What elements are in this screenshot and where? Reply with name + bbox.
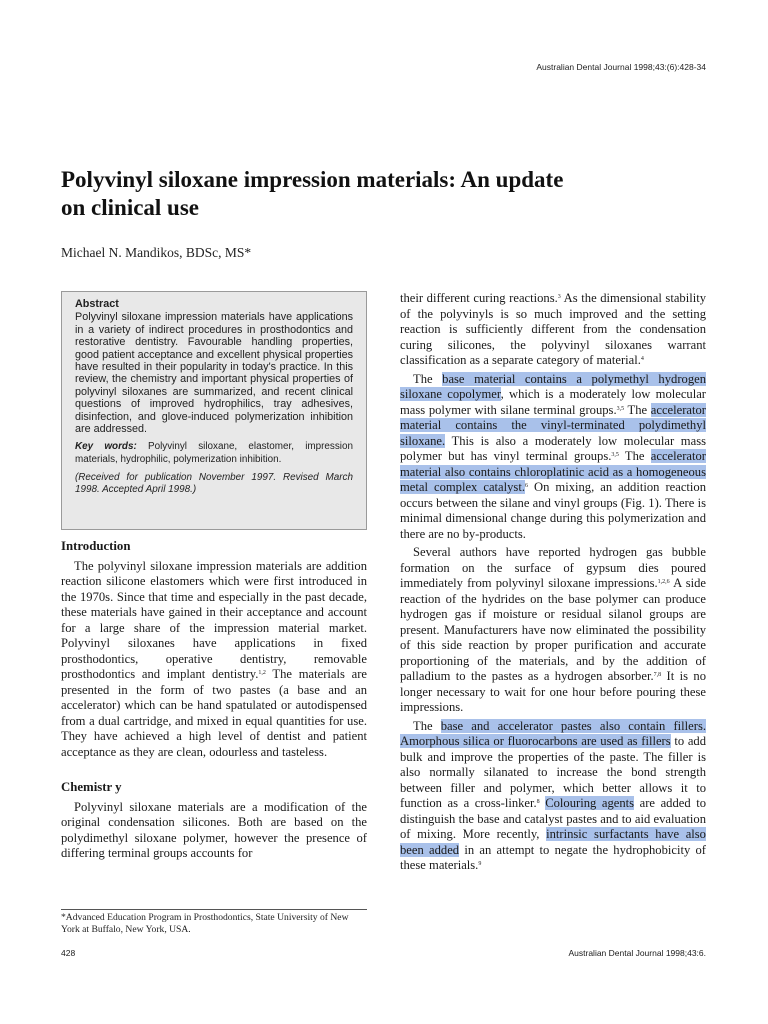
text-run: The (624, 402, 651, 417)
citation: 3,5 (611, 452, 619, 458)
text-run: The materials are presented in the form of two pastes (a base and an accelerator) which can be hand spatulated or autodispensed from a dual cartridge, and mixed in equal quantities for use. They have achieved a high level of dentist and patient acceptance as they are clean, odourless and tasteless. (61, 667, 367, 759)
article-title (61, 166, 661, 222)
text-run: in an attempt to negate the hydrophobicity of these materials. (400, 842, 706, 872)
paragraph-continued (400, 291, 706, 369)
left-column (61, 539, 367, 862)
footnote-divider (61, 909, 367, 910)
highlighted-text: accelerator material contains the vinyl-terminated polydimethyl siloxane. (400, 402, 706, 448)
highlighted-text: base and accelerator pastes also contain fillers. Amorphous silica or fluorocarbons are used as fillers (400, 718, 707, 748)
text-run: , which is a moderately low molecular mass polymer with silane terminal groups. (400, 387, 706, 417)
text-run: their different curing reactions. (400, 291, 558, 305)
abstract-box (61, 291, 367, 530)
text-run: The (413, 718, 441, 733)
author-line: Michael N. Mandikos, BDSc, MS* (61, 245, 252, 260)
text-run: A side reaction of the hydrides on the base polymer can produce hydrogen gas if moisture or residual silanol groups are present. Manufacturers have now eliminated the possibility of this side reaction by proper purification and accurate proportioning of the materials, and by the addition of palladium to the pastes as a hydrogen absorber. (400, 576, 706, 683)
citation: 1,2 (258, 670, 266, 676)
highlighted-text: intrinsic surfactants have also been added (400, 827, 706, 857)
text-run: The (618, 449, 651, 463)
citation: 3,5 (616, 405, 625, 412)
right-column (400, 291, 706, 874)
highlighted-text: base material contains a polymethyl hydrogen siloxane copolymer (400, 371, 706, 401)
text-run: This is also a moderately low molecular mass polymer but has vinyl terminal groups. (400, 433, 706, 463)
paragraph-base-accelerator (400, 372, 706, 543)
citation: 1,2,6 (657, 579, 670, 585)
introduction-heading: Introduction (61, 539, 131, 553)
keywords-text: Polyvinyl siloxane, elastomer, impression materials, hydrophilic, polymerization inhibition. (75, 441, 353, 466)
text-run: to add bulk and improve the properties of the paste. The filler is also normally silanated to increase the bond strength between filler and polymer, which better allows it to function as a cross-linker. (400, 734, 707, 810)
highlighted-text: accelerator material also contains chloroplatinic acid as a homogeneous metal complex catalyst. (400, 449, 706, 494)
chemistry-heading: Chemistr y (61, 780, 122, 794)
paragraph-hydrogen-gas (400, 545, 706, 716)
citation: 3 (557, 294, 561, 300)
footer-journal: Australian Dental Journal 1998;43:6. (568, 948, 706, 958)
text-run: On mixing, an addition reaction occurs between the silane and vinyl groups (Fig. 1). There is minimal dimensional change during this polymerization and there are no by-products. (400, 480, 706, 541)
text-run: Several authors have reported hydrogen gas bubble formation on the surface of gypsum dies poured immediately from polyvinyl siloxane impressions. (400, 545, 706, 590)
citation: 9 (478, 861, 482, 867)
intro-paragraph (61, 559, 367, 761)
citation: 7,8 (653, 672, 662, 678)
text-run: It is no longer necessary to wait for one hour before pouring these impressions. (400, 669, 706, 714)
text-run: The (413, 371, 443, 386)
keywords (75, 441, 353, 466)
paragraph-fillers (400, 719, 706, 874)
text-run: As the dimensional stability of the polyvinyls is so much improved and the setting reaction is sufficiently different from the condensation curing silicones, the polyvinyl siloxanes warrant classification as a separate category of material. (400, 291, 706, 367)
citation: 8 (536, 799, 540, 805)
journal-reference: Australian Dental Journal 1998;43:(6):428-34 (536, 62, 706, 72)
page-number: 428 (61, 948, 76, 958)
author-footnote: *Advanced Education Program in Prosthodontics, State University of New York at Buffalo, New York, USA. (61, 912, 349, 935)
text-run: are added to distinguish the base and catalyst pastes and to aid evaluation of mixing. More recently, (400, 796, 707, 841)
highlighted-text: Colouring agents (545, 796, 635, 810)
title-line-2: on clinical use (61, 195, 200, 220)
abstract-heading: Abstract (75, 298, 119, 310)
text-run: The polyvinyl siloxane impression materials are addition reaction silicone elastomers which were first introduced in the 1970s. Since that time and especially in the past decade, these materials have gained in their acceptance and account for a large share of the impression material market. Polyvinyl siloxanes have applications in fixed prosthodontics, operative dentistry, removable prosthodontics and implant dentistry. (61, 558, 367, 681)
abstract-body: Polyvinyl siloxane impression materials have applications in a variety of indirect procedures in prosthodontics and restorative dentistry. Favourable handling properties, good patient acceptance and excellent physical properties have resulted in their popularity in today's practice. In this review, the chemistry and important physical properties of polyvinyl siloxanes are summarized, and recent clinical questions of improved hydrophilics, tray adhesives, disinfection, and glove-induced polymerization inhibition are addressed. (75, 311, 353, 436)
chemistry-paragraph: Polyvinyl siloxane materials are a modification of the original condensation silicones. Both are based on the polydimethyl siloxane polymer, however the presence of differing terminal groups accounts for (61, 799, 367, 860)
received-dates: (Received for publication November 1997. Revised March 1998. Accepted April 1998.) (75, 471, 353, 496)
keywords-label: Key words: (75, 441, 137, 453)
citation: 6 (524, 483, 528, 489)
title-line-1: Polyvinyl siloxane impression materials: An update (61, 167, 564, 192)
citation: 4 (640, 356, 644, 362)
